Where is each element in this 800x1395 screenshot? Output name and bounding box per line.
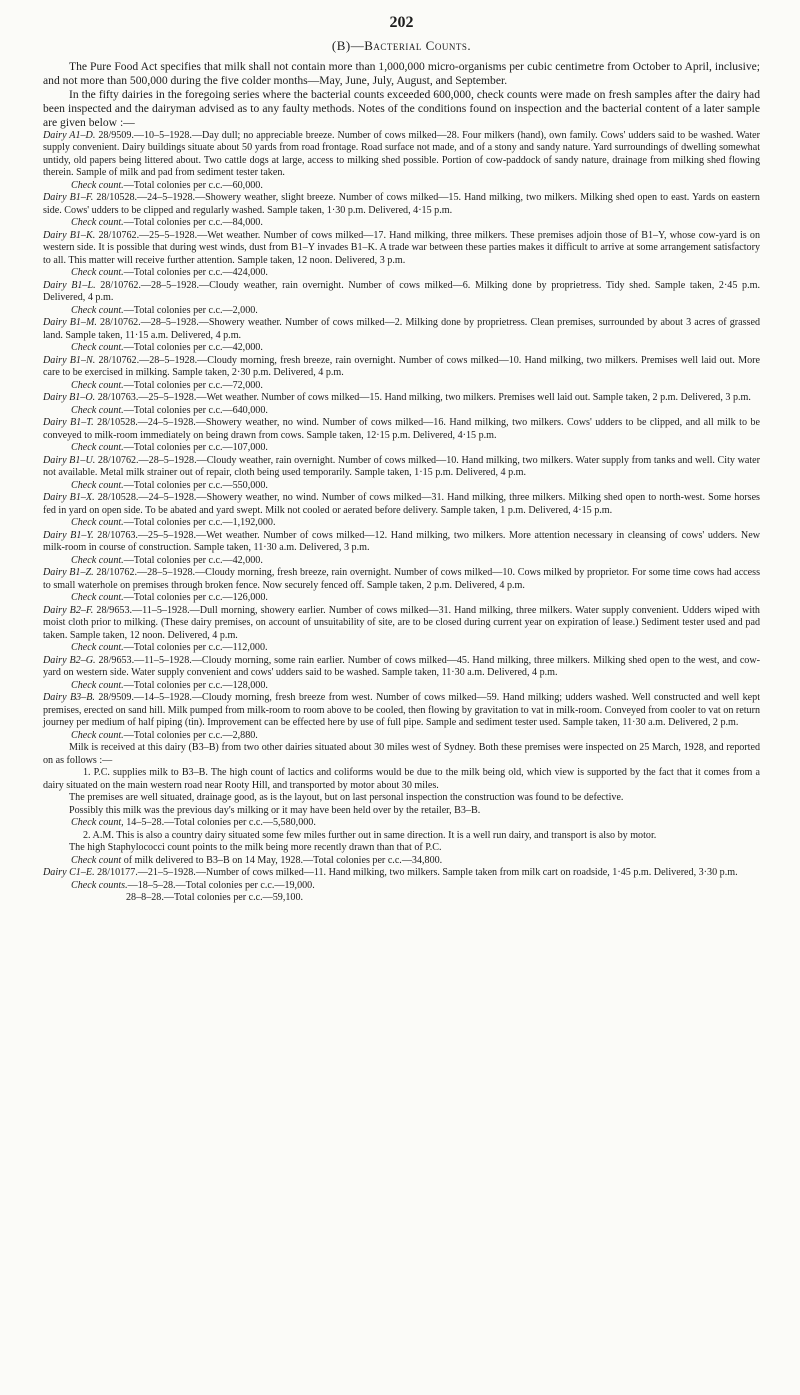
dairy-entry-text: 28/10762.—28–5–1928.—Cloudy weather, rain overnight. Number of cows milked—6. Milking done by proprietress. Tidy shed. Sample taken, 2·45 p.m. Delivered, 4 p.m. xyxy=(43,279,761,304)
dairy-id: Dairy B1–M. xyxy=(43,317,97,329)
dairy-id: Dairy A1–D. xyxy=(43,129,96,141)
dairy-entry-text: 28/10528.—24–5–1928.—Showery weather, no wind. Number of cows milked—31. Hand milking, three milkers. Milking shed open to north-west. Some horses fed in yard on open side. To be abated and yard swept. Milk not cooled or aerated before delivery. Sample taken, 1 p.m. Delivered, 4·15 p.m. xyxy=(43,492,760,516)
dairy-entry xyxy=(43,317,760,342)
check-count-label: Check count. xyxy=(71,642,124,654)
check-count-label: Check count. xyxy=(71,179,124,191)
check-count: Check count.—Total colonies per c.c.—424,000. xyxy=(71,267,268,279)
dairy-id: Dairy B1–Y. xyxy=(43,529,94,541)
dairy-entries xyxy=(43,130,760,905)
dairy-entry xyxy=(43,392,760,405)
dairy-entry-text: 28/10763.—25–5–1928.—Wet weather. Number of cows milked—12. Hand milking, two milkers. More attention necessary in cleansing of cows' udders. New milk-room in course of construction. Sample taken, 11·30 a.m. Delivered, 3 p.m. xyxy=(43,529,760,554)
check-count xyxy=(71,855,760,868)
check-count-value: 28–8–28.—Total colonies per c.c.—59,100. xyxy=(126,892,304,904)
check-count-value: Total colonies per c.c.—72,000. xyxy=(133,379,263,391)
dairy-entry xyxy=(43,280,760,305)
check-count-label: Check count xyxy=(71,854,122,866)
dairy-id: Dairy B1–O. xyxy=(43,392,96,404)
dairy-entry xyxy=(43,192,760,217)
dairy-entry xyxy=(43,605,760,643)
check-count-value: Total colonies per c.c.—60,000. xyxy=(133,179,263,191)
dairy-entry xyxy=(43,530,760,555)
check-count: Check count.—Total colonies per c.c.—60,000. xyxy=(71,179,263,191)
check-count-value: Total colonies per c.c.—84,000. xyxy=(133,217,263,229)
check-count: Check count.—Total colonies per c.c.—1,192,000. xyxy=(71,517,276,529)
check-count-value: Total colonies per c.c.—107,000. xyxy=(133,442,268,454)
check-count-label: Check count, xyxy=(71,817,124,829)
check-count: Check count.—Total colonies per c.c.—640,000. xyxy=(71,404,268,416)
dairy-entry-text: 28/9509.—14–5–1928.—Cloudy morning, fresh breeze from west. Number of cows milked—59. Hand milking; udders washed. Well constructed and well kept premises, erected on sand hill. Milk pumped from milk-room to room above to be cooled, then flowing by gravitation to vat in milk-room. Conveyed from cooler to vat on return journey per medium of half piping (tin). Improvement can be effected here by use of full pipe. Sample and sediment tester used. Sample taken, 11·30 a.m. Delivered, 2 p.m. xyxy=(43,692,761,729)
dairy-entry xyxy=(43,567,760,592)
dairy-entry-text: 28/9509.—10–5–1928.—Day dull; no appreciable breeze. Number of cows milked—28. Four milkers (hand), own family. Cows' udders said to be washed. Water supply convenient. Dairy buildings situate about 50 yards from road frontage. Road surface not made, and of a stony and sandy nature. Yard surroundings of dwelling somewhat untidy, old papers being littered about. Two cattle dogs at large, access to milking shed possible. Portion of cow-paddock of sandy nature, drainage from milking shed flowing therein. Sample of milk and pad from sediment tester taken. xyxy=(43,129,760,179)
dairy-entry-text: 28/9653.—11–5–1928.—Cloudy morning, some rain earlier. Number of cows milked—45. Hand milking, three milkers. Milking shed open to the west, and cow-yard on western side. Water supply convenient and cows' udders said to be washed. Sample taken, 11·30 a.m. Delivered, 4 p.m. xyxy=(43,654,760,679)
dairy-entry-text: 28/9653.—11–5–1928.—Dull morning, showery earlier. Number of cows milked—31. Hand milking, three milkers. Water supply convenient. Udders wiped with moist cloth prior to milking. (These dairy premises, on account of unsuitability of site, are to be closed during current year on expiration of lease.) Sediment tester used and pad taken. Sample taken, 12 noon. Delivered, 4 p.m. xyxy=(43,604,760,641)
check-count-value: Total colonies per c.c.—128,000. xyxy=(133,679,268,691)
dairy-id: Dairy B3–B. xyxy=(43,692,95,704)
check-count: Check count.—Total colonies per c.c.—126,000. xyxy=(71,592,268,604)
dairy-id: Dairy B1–F. xyxy=(43,192,94,204)
check-count: Check count.—Total colonies per c.c.—42,000. xyxy=(71,342,263,354)
dairy-entry-text: 28/10762.—28–5–1928.—Cloudy morning, fresh breeze, rain overnight. Number of cows milked—10. Hand milking, two milkers. Premises well laid out. More care to be exercised in milking. Sample taken, 2·30 p.m. Delivered, 4 p.m. xyxy=(43,354,761,379)
dairy-id: Dairy B1–Z. xyxy=(43,567,94,579)
check-count: Check count.—Total colonies per c.c.—128,000. xyxy=(71,679,268,691)
dairy-entry-text: 28/10762.—28–5–1928.—Cloudy morning, fresh breeze, rain overnight. Number of cows milked—10. Cows milked by proprietor. For some time cows had access to small waterhole on premises through broken fence. Now securely fenced off. Sample taken, 2 p.m. Delivered, 4 p.m. xyxy=(43,567,760,591)
note-list-item: 1. P.C. supplies milk to B3–B. The high count of lactics and coliforms would be due to the milk being old, which view is supported by the fact that it comes from a dairy situated on the main western road near Rooty Hill, and transported by motor about 30 miles. xyxy=(43,767,760,791)
check-count-label: Check count. xyxy=(71,679,124,691)
check-count-value: Total colonies per c.c.—2,000. xyxy=(133,304,258,316)
check-count-label: Check count. xyxy=(71,379,124,391)
check-count: Check count.—Total colonies per c.c.—107,000. xyxy=(71,442,268,454)
dairy-id: Dairy B1–X. xyxy=(43,492,95,504)
dairy-entry-text: 28/10177.—21–5–1928.—Number of cows milked—11. Hand milking, two milkers. Sample taken from milk cart on roadside, 1·45 p.m. Delivered, 3·30 p.m. xyxy=(97,867,738,879)
note-list-item: 2. A.M. This is also a country dairy situated some few miles further out in same direction. It is a well run dairy, and transport is also by motor. xyxy=(83,829,657,841)
dairy-entry xyxy=(43,692,760,730)
dairy-id: Dairy B2–G. xyxy=(43,654,96,666)
check-count-value: —18–5–28.—Total colonies per c.c.—19,000. xyxy=(127,879,315,891)
check-count-value: Total colonies per c.c.—640,000. xyxy=(133,404,268,416)
check-count: Check count.—Total colonies per c.c.—550,000. xyxy=(71,479,268,491)
note-paragraph: The high Staphylococci count points to the milk being more recently drawn than that of P.C. xyxy=(69,842,442,854)
check-count-label: Check count. xyxy=(71,404,124,416)
intro-paragraph: The Pure Food Act specifies that milk shall not contain more than 1,000,000 micro-organisms per cubic centimetre from October to April, inclusive; and not more than 500,000 during the five colder months—May, June, July, August, and September. xyxy=(43,60,760,87)
check-count-label: Check count. xyxy=(71,267,124,279)
section-heading: (B)—Bacterial Counts. xyxy=(331,38,472,53)
page-number: 202 xyxy=(389,14,414,31)
check-count-label: Check count. xyxy=(71,517,124,529)
dairy-entry-text: 28/10762.—28–5–1928.—Cloudy weather, rain overnight. Number of cows milked—10. Hand milking, two milkers. Water supply from tanks and well. City water not available. Metal milk strainer out of repair, cloth being used temporarily. Sample taken, 1·15 p.m. Delivered, 4 p.m. xyxy=(43,454,760,479)
dairy-entry xyxy=(43,355,760,380)
check-count-value: Total colonies per c.c.—1,192,000. xyxy=(133,517,276,529)
dairy-entry xyxy=(43,130,760,180)
check-count-value: Total colonies per c.c.—112,000. xyxy=(133,642,268,654)
dairy-entry xyxy=(43,867,760,880)
check-count-label: Check count. xyxy=(71,592,124,604)
check-count-value: Total colonies per c.c.—2,880. xyxy=(133,729,258,741)
intro-paragraph: In the fifty dairies in the foregoing series where the bacterial counts exceeded 600,000, check counts were made on fresh samples after the dairy had been inspected and the dairyman advised as to any faulty methods. Notes of the conditions found on inspection and the bacterial content of a later sample are given below :— xyxy=(43,87,760,129)
dairy-entry-text: 28/10528.—24–5–1928.—Showery weather, slight breeze. Number of cows milked—15. Hand milking, two milkers. Milking shed open to east. Yards on eastern side. Cows' udders to be clipped and regularly washed. Sample taken, 1·30 p.m. Delivered, 4·15 p.m. xyxy=(43,192,760,216)
check-count-value: Total colonies per c.c.—42,000. xyxy=(133,342,263,354)
dairy-entry xyxy=(43,455,760,480)
check-count: Check count.—Total colonies per c.c.—2,880. xyxy=(71,729,258,741)
dairy-entry-text: 28/10763.—25–5–1928.—Wet weather. Number of cows milked—15. Hand milking, two milkers. Premises well laid out. Sample taken, 2 p.m. Delivered, 3 p.m. xyxy=(97,392,751,404)
check-count-value: 14–5–28.—Total colonies per c.c.—5,580,000. xyxy=(126,817,316,829)
dairy-id: Dairy B1–T. xyxy=(43,417,94,429)
dairy-entry xyxy=(43,655,760,680)
check-count: Check count.—Total colonies per c.c.—42,000. xyxy=(71,554,263,566)
dairy-id: Dairy B1–L. xyxy=(43,279,96,291)
dairy-id: Dairy B2–F. xyxy=(43,604,94,616)
dairy-entry xyxy=(43,417,760,442)
check-count-value: of milk delivered to B3–B on 14 May, 1928.—Total colonies per c.c.—34,800. xyxy=(123,854,443,866)
dairy-entry-text: 28/10762.—25–5–1928.—Wet weather. Number of cows milked—17. Hand milking, three milkers. These premises adjoin those of B1–Y, whose cow-yard is on western side. It is possible that during west winds, dust from B1–Y invades B1–K. A trade war between these parties makes it difficult to arrive at some arrangement satisfactory to all. This matter will receive further attention. Sample taken, 12 noon. Delivered, 3 p.m. xyxy=(43,229,760,266)
check-count-label: Check count. xyxy=(71,479,124,491)
dairy-id: Dairy C1–E. xyxy=(43,867,95,879)
dairy-entry xyxy=(43,230,760,268)
check-count-label: Check count. xyxy=(71,342,124,354)
check-count-label: Check count. xyxy=(71,217,124,229)
check-count-value: Total colonies per c.c.—126,000. xyxy=(133,592,268,604)
dairy-entry-text: 28/10762.—28–5–1928.—Showery weather. Number of cows milked—2. Milking done by proprietress. Clean premises, surrounded by about 3 acres of grassed land. Sample taken, 11·15 a.m. Delivered, 4 p.m. xyxy=(43,317,760,341)
check-count-label: Check count. xyxy=(71,554,124,566)
check-count: Check count.—Total colonies per c.c.—84,000. xyxy=(71,217,263,229)
check-count-label: Check counts. xyxy=(71,879,128,891)
check-count xyxy=(71,880,760,893)
check-count-label: Check count. xyxy=(71,729,124,741)
dairy-entry xyxy=(43,492,760,517)
check-count-value: Total colonies per c.c.—550,000. xyxy=(133,479,268,491)
note-paragraph: The premises are well situated, drainage good, as is the layout, but on last personal inspection the construction was found to be defective. xyxy=(69,792,624,804)
check-count-label: Check count. xyxy=(71,304,124,316)
dairy-id: Dairy B1–U. xyxy=(43,454,96,466)
note-paragraph: Milk is received at this dairy (B3–B) from two other dairies situated about 30 miles west of Sydney. Both these premises were inspected on 25 March, 1928, and reported on as follows :— xyxy=(43,742,760,766)
check-count xyxy=(126,892,760,905)
dairy-id: Dairy B1–N. xyxy=(43,354,96,366)
dairy-entry-text: 28/10528.—24–5–1928.—Showery weather, no wind. Number of cows milked—16. Hand milking, two milkers. Cows' udders to be clipped, and all milk to be conveyed to milk-room immediately on being drawn from cows. Sample taken, 12·15 p.m. Delivered, 4·15 p.m. xyxy=(43,417,760,441)
note-paragraph: Possibly this milk was the previous day's milking or it may have been held over by the retailer, B3–B. xyxy=(69,804,481,816)
dairy-id: Dairy B1–K. xyxy=(43,229,96,241)
check-count: Check count.—Total colonies per c.c.—2,000. xyxy=(71,304,258,316)
check-count: Check count.—Total colonies per c.c.—112,000. xyxy=(71,642,268,654)
check-count: Check count.—Total colonies per c.c.—72,000. xyxy=(71,379,263,391)
check-count xyxy=(71,817,760,830)
check-count-label: Check count. xyxy=(71,442,124,454)
check-count-value: Total colonies per c.c.—42,000. xyxy=(133,554,263,566)
check-count-value: Total colonies per c.c.—424,000. xyxy=(133,267,268,279)
